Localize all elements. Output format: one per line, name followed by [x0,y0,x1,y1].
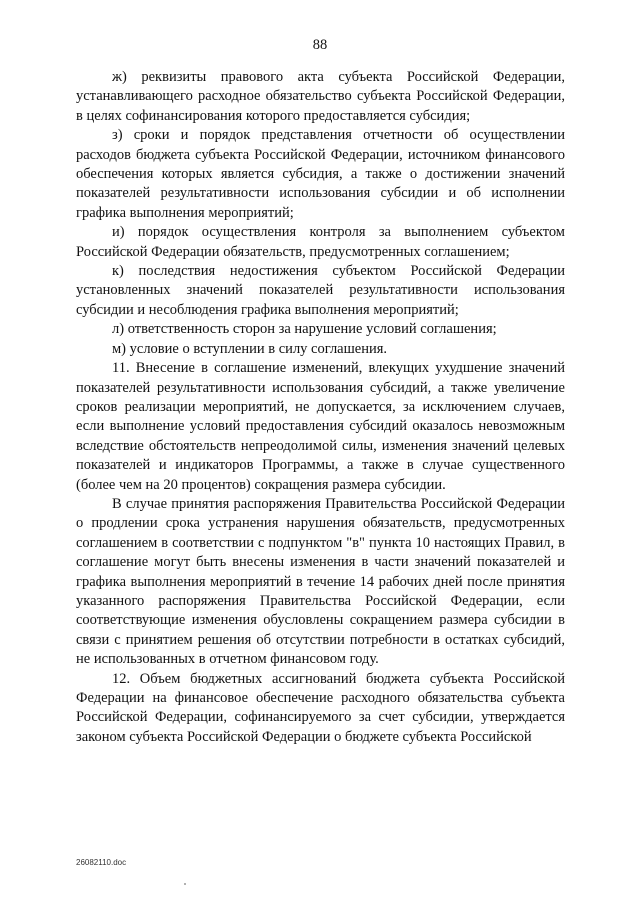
page-number: 88 [312,37,328,53]
paragraph-zh: ж) реквизиты правового акта субъекта Российской Федерации, устанавливающего расходное обязательство субъекта Российской Федерации, в целях софинансирования которого предоставляется субсидия; [76,69,565,124]
paragraph-z: з) сроки и порядок представления отчетности об осуществлении расходов бюджета субъекта Российской Федерации, источником финансового обеспечения которых является субсидия, а также о достижении значений показателей результативности использования субсидии и об исполнении графика выполнения мероприятий; [76,127,565,221]
document-file-code: 26082110.doc [76,858,127,867]
paragraph-11: 11. Внесение в соглашение изменений, влекущих ухудшение значений показателей результативности использования субсидий, а также увеличение сроков реализации мероприятий, не допускается, за исключением случаев, если выполнение условий предоставления субсидий оказалось невозможным вследствие обстоятельств непреодолимой силы, изменения значений целевых показателей и индикаторов Программы, а также в случае существенного (более чем на 20 процентов) сокращения размера субсидии. [76,360,565,493]
document-body [76,68,565,747]
paragraph-11-continuation: В случае принятия распоряжения Правительства Российской Федерации о продлении срока устранения нарушения обязательств, предусмотренных соглашением в соответствии с подпунктом "в" пункта 10 настоящих Правил, в соглашение могут быть внесены изменения в части значений показателей и графика выполнения мероприятий в течение 14 рабочих дней после принятия указанного распоряжения Правительства Российской Федерации, если соответствующие изменения обусловлены сокращением размера субсидии в связи с принятием решения об отсутствии потребности в остатках субсидий, не использованных в отчетном финансовом году. [76,495,565,668]
paragraph-l: л) ответственность сторон за нарушение условий соглашения; [112,321,497,338]
paragraph-12: 12. Объем бюджетных ассигнований бюджета субъекта Российской Федерации на финансовое обеспечение расходного обязательства субъекта Российской Федерации, софинансируемого за счет субсидии, утверждается законом субъекта Российской Федерации о бюджете субъекта Российской [76,670,565,745]
paragraph-k: к) последствия недостижения субъектом Российской Федерации установленных значений показателей результативности использования субсидии и несоблюдения графика выполнения мероприятий; [76,263,565,318]
paragraph-i: и) порядок осуществления контроля за выполнением субъектом Российской Федерации обязательств, предусмотренных соглашением; [76,224,565,260]
scan-artifact [184,883,186,885]
paragraph-m: м) условие о вступлении в силу соглашения. [112,340,388,357]
